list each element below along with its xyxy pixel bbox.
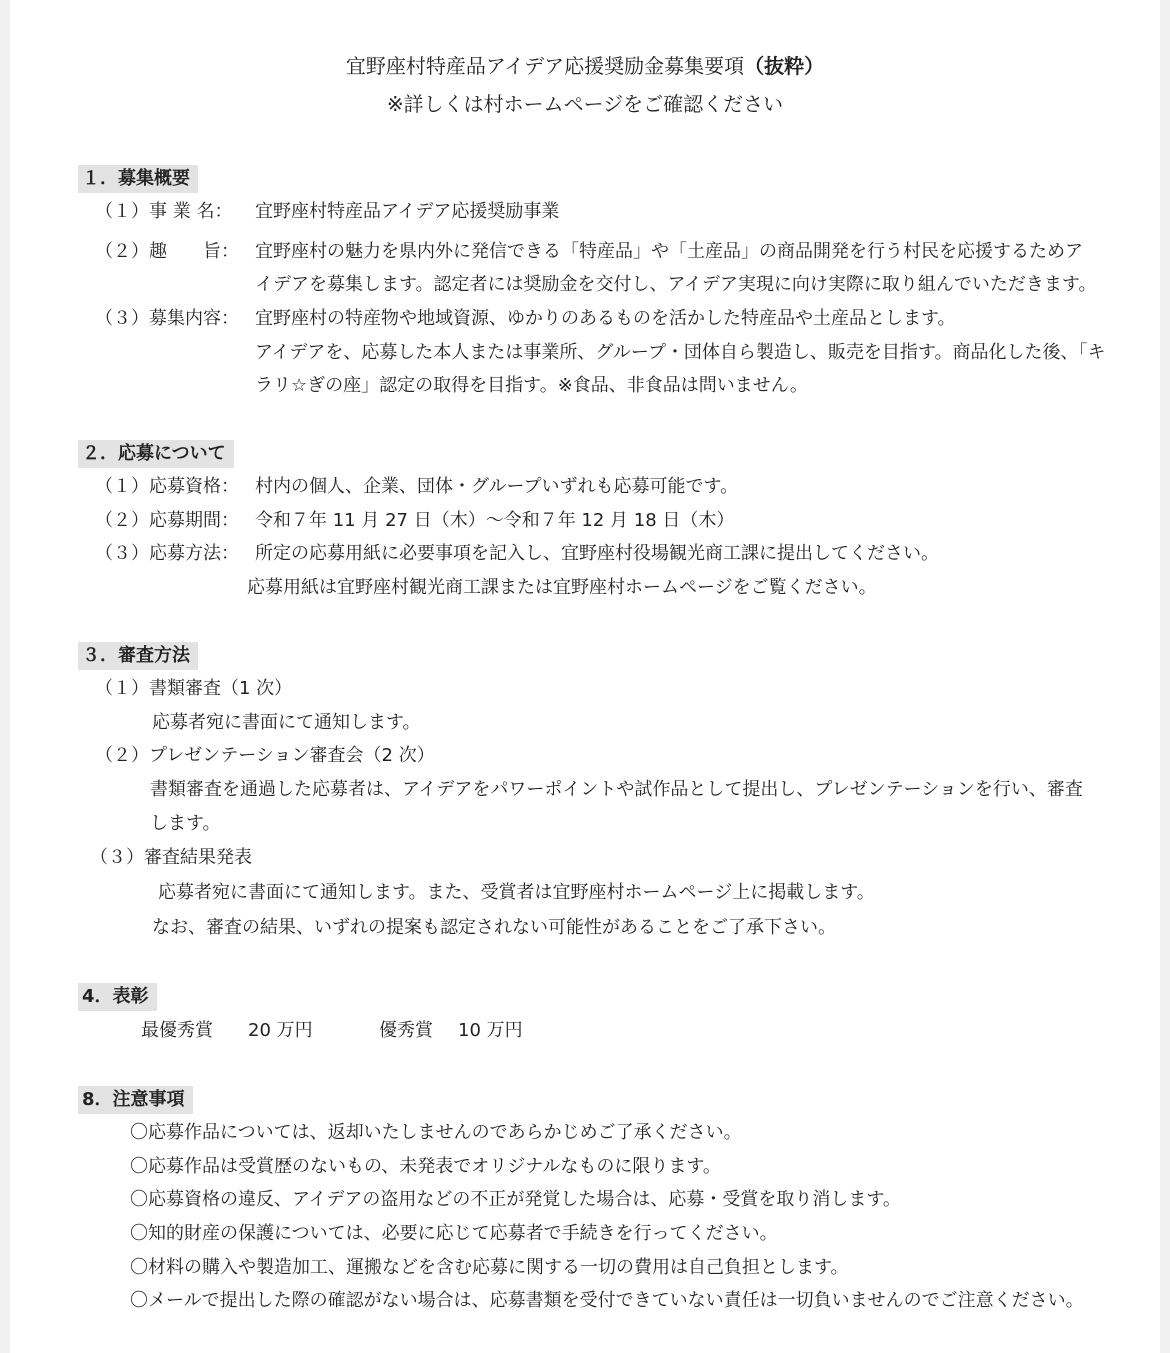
- overview-item-text-3-3: ラリ☆ぎの座」認定の取得を目指す。※食品、非食品は問いません。: [255, 375, 808, 396]
- application-item-label-3: （３）応募方法：: [95, 543, 239, 564]
- award-1-amount: 20 万円: [248, 1020, 313, 1041]
- section-heading-notes: 8．注意事項: [78, 1086, 193, 1114]
- application-item-text-3-2: 応募用紙は宜野座村観光商工課または宜野座村ホームページをご覧ください。: [247, 577, 877, 598]
- application-item-text-1: 村内の個人、企業、団体・グループいずれも応募可能です。: [255, 476, 739, 497]
- note-item-6: 〇メールで提出した際の確認がない場合は、応募書類を受付できていない責任は一切負いませんのでご注意ください。: [130, 1290, 1084, 1311]
- title-main: 宜野座村特産品アイデア応援奨励金募集要項: [345, 54, 745, 78]
- review-item-label-3: （３）審査結果発表: [90, 847, 252, 868]
- overview-item-text-2-1: 宜野座村の魅力を県内外に発信できる「特産品」や「土産品」の商品開発を行う村民を応援するためア: [255, 241, 1083, 262]
- section-heading-application: ２．応募について: [78, 440, 234, 468]
- award-1-name: 最優秀賞: [141, 1020, 213, 1041]
- section-heading-overview: １．募集概要: [78, 165, 198, 193]
- review-item-text-1: 応募者宛に書面にて通知します。: [152, 712, 421, 733]
- review-item-text-2-1: 書類審査を通過した応募者は、アイデアをパワーポイントや試作品として提出し、プレゼンテーションを行い、審査: [150, 779, 1083, 800]
- note-item-5: 〇材料の購入や製造加工、運搬などを含む応募に関する一切の費用は自己負担とします。: [130, 1257, 849, 1278]
- overview-item-text-3-2: アイデアを、応募した本人または事業所、グループ・団体自ら製造し、販売を目指す。商品化した後、「キ: [255, 342, 1106, 363]
- document-page: [10, 0, 1160, 1353]
- note-item-1: 〇応募作品については、返却いたしませんのであらかじめご了承ください。: [130, 1122, 742, 1143]
- application-item-label-1: （１）応募資格：: [95, 476, 239, 497]
- review-item-text-3-2: なお、審査の結果、いずれの提案も認定されない可能性があることをご了承下さい。: [152, 917, 836, 938]
- note-item-2: 〇応募作品は受賞歴のないもの、未発表でオリジナルなものに限ります。: [130, 1156, 721, 1177]
- application-item-text-3-1: 所定の応募用紙に必要事項を記入し、宜野座村役場観光商工課に提出してください。: [255, 543, 939, 564]
- review-item-label-2: （２）プレゼンテーション審査会（2 次）: [95, 745, 435, 766]
- note-item-3: 〇応募資格の違反、アイデアの盗用などの不正が発覚した場合は、応募・受賞を取り消します。: [130, 1189, 901, 1210]
- review-item-text-2-2: します。: [150, 813, 221, 834]
- overview-item-label-1: （１）事 業 名：: [95, 201, 233, 222]
- overview-item-label-2: （２）趣 旨：: [95, 241, 239, 262]
- note-item-4: 〇知的財産の保護については、必要に応じて応募者で手続きを行ってください。: [130, 1223, 778, 1244]
- section-heading-review: ３．審査方法: [78, 642, 198, 670]
- section-heading-award: 4．表彰: [78, 983, 157, 1011]
- application-item-label-2: （２）応募期間：: [95, 510, 239, 531]
- award-2-name: 優秀賞: [379, 1020, 433, 1041]
- title-suffix: （抜粋）: [744, 54, 825, 78]
- review-item-label-1: （１）書類審査（1 次）: [95, 678, 293, 699]
- overview-item-label-3: （３）募集内容：: [95, 308, 239, 329]
- review-item-text-3-1: 応募者宛に書面にて通知します。また、受賞者は宜野座村ホームページ上に掲載します。: [158, 882, 875, 903]
- document-title: [10, 52, 1160, 80]
- application-item-text-2: 令和７年 11 月 27 日（木）～令和７年 12 月 18 日（木）: [255, 510, 735, 531]
- award-2-amount: 10 万円: [458, 1020, 523, 1041]
- overview-item-text-1-1: 宜野座村特産品アイデア応援奨励事業: [255, 201, 560, 222]
- overview-item-text-2-2: イデアを募集します。認定者には奨励金を交付し、アイデア実現に向け実際に取り組んでいただきます。: [255, 274, 1097, 295]
- overview-item-text-3-1: 宜野座村の特産物や地域資源、ゆかりのあるものを活かした特産品や土産品とします。: [255, 308, 956, 329]
- document-subtitle: ※詳しくは村ホームページをご確認ください: [386, 92, 784, 116]
